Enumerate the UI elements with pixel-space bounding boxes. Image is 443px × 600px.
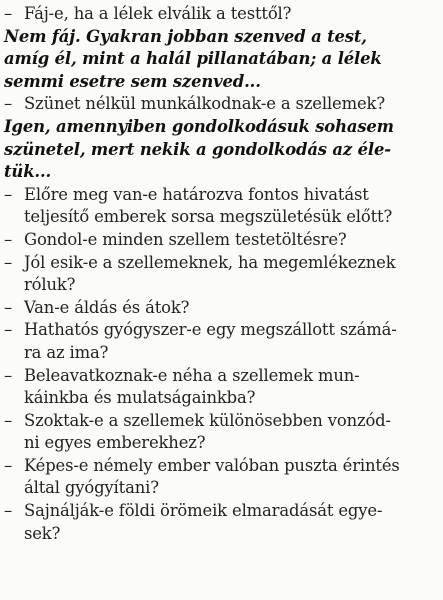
question-dash: – (4, 297, 13, 317)
answer-line: Igen, amennyiben gondolkodásuk sohasem (4, 116, 394, 136)
question-4 (4, 229, 440, 252)
question-8 (4, 365, 440, 410)
question-line: Fáj-e, ha a lélek elválik a testtől? (24, 4, 292, 23)
question-dash: – (4, 501, 13, 521)
answer-2 (4, 116, 440, 184)
question-line: Jól esik-e a szellemeknek, ha megemlékeznek (24, 252, 396, 272)
answer-line: amíg él, mint a halál pillanatában; a lélek (4, 49, 382, 69)
question-line: Képes-e némely ember valóban puszta érintés (24, 455, 400, 475)
answer-line: semmi esetre sem szenved... (4, 71, 261, 91)
question-dash: – (4, 252, 13, 272)
question-line: Szoktak-e a szellemek különösebben vonzód- (24, 410, 391, 430)
question-line: ni egyes emberekhez? (24, 433, 206, 453)
question-line: Beleavatkoznak-e néha a szellemek mun- (24, 365, 360, 385)
question-3 (4, 184, 440, 229)
question-2 (4, 93, 440, 116)
question-line: káinkba és mulatságainkba? (24, 388, 256, 408)
question-7 (4, 319, 440, 364)
question-line: ra az ima? (24, 342, 109, 362)
question-line: által gyógyítani? (24, 478, 159, 498)
question-dash: – (4, 365, 13, 385)
question-line: Van-e áldás és átok? (24, 297, 190, 317)
answer-line: tük... (4, 162, 52, 182)
question-6 (4, 297, 440, 320)
question-10 (4, 455, 440, 500)
question-line: róluk? (24, 275, 76, 295)
question-line: Gondol-e minden szellem testetöltésre? (24, 229, 347, 249)
question-dash: – (4, 455, 13, 475)
question-dash: – (4, 320, 13, 340)
answer-line: Nem fáj. Gyakran jobban szenved a test, (4, 26, 367, 46)
question-dash: – (4, 229, 13, 249)
question-line: Előre meg van-e határozva fontos hivatást (24, 184, 369, 204)
question-5 (4, 252, 440, 297)
question-line: teljesítő emberek sorsa megszületésük előtt? (24, 207, 393, 227)
question-dash: – (4, 410, 13, 430)
answer-line: szünetel, mert nekik a gondolkodás az éle- (4, 139, 391, 159)
answer-1 (4, 26, 440, 94)
question-11 (4, 500, 440, 545)
question-dash: – (4, 94, 13, 114)
question-line: Hathatós gyógyszer-e egy megszállott számá- (24, 320, 397, 340)
question-9 (4, 410, 440, 455)
question-line: sek? (24, 523, 61, 543)
question-dash: – (4, 4, 13, 23)
question-line: Szünet nélkül munkálkodnak-e a szellemek? (24, 94, 385, 114)
question-1 (4, 3, 440, 26)
question-line: Sajnálják-e földi örömeik elmaradását egye- (24, 501, 383, 521)
question-dash: – (4, 184, 13, 204)
document-page (4, 3, 440, 545)
